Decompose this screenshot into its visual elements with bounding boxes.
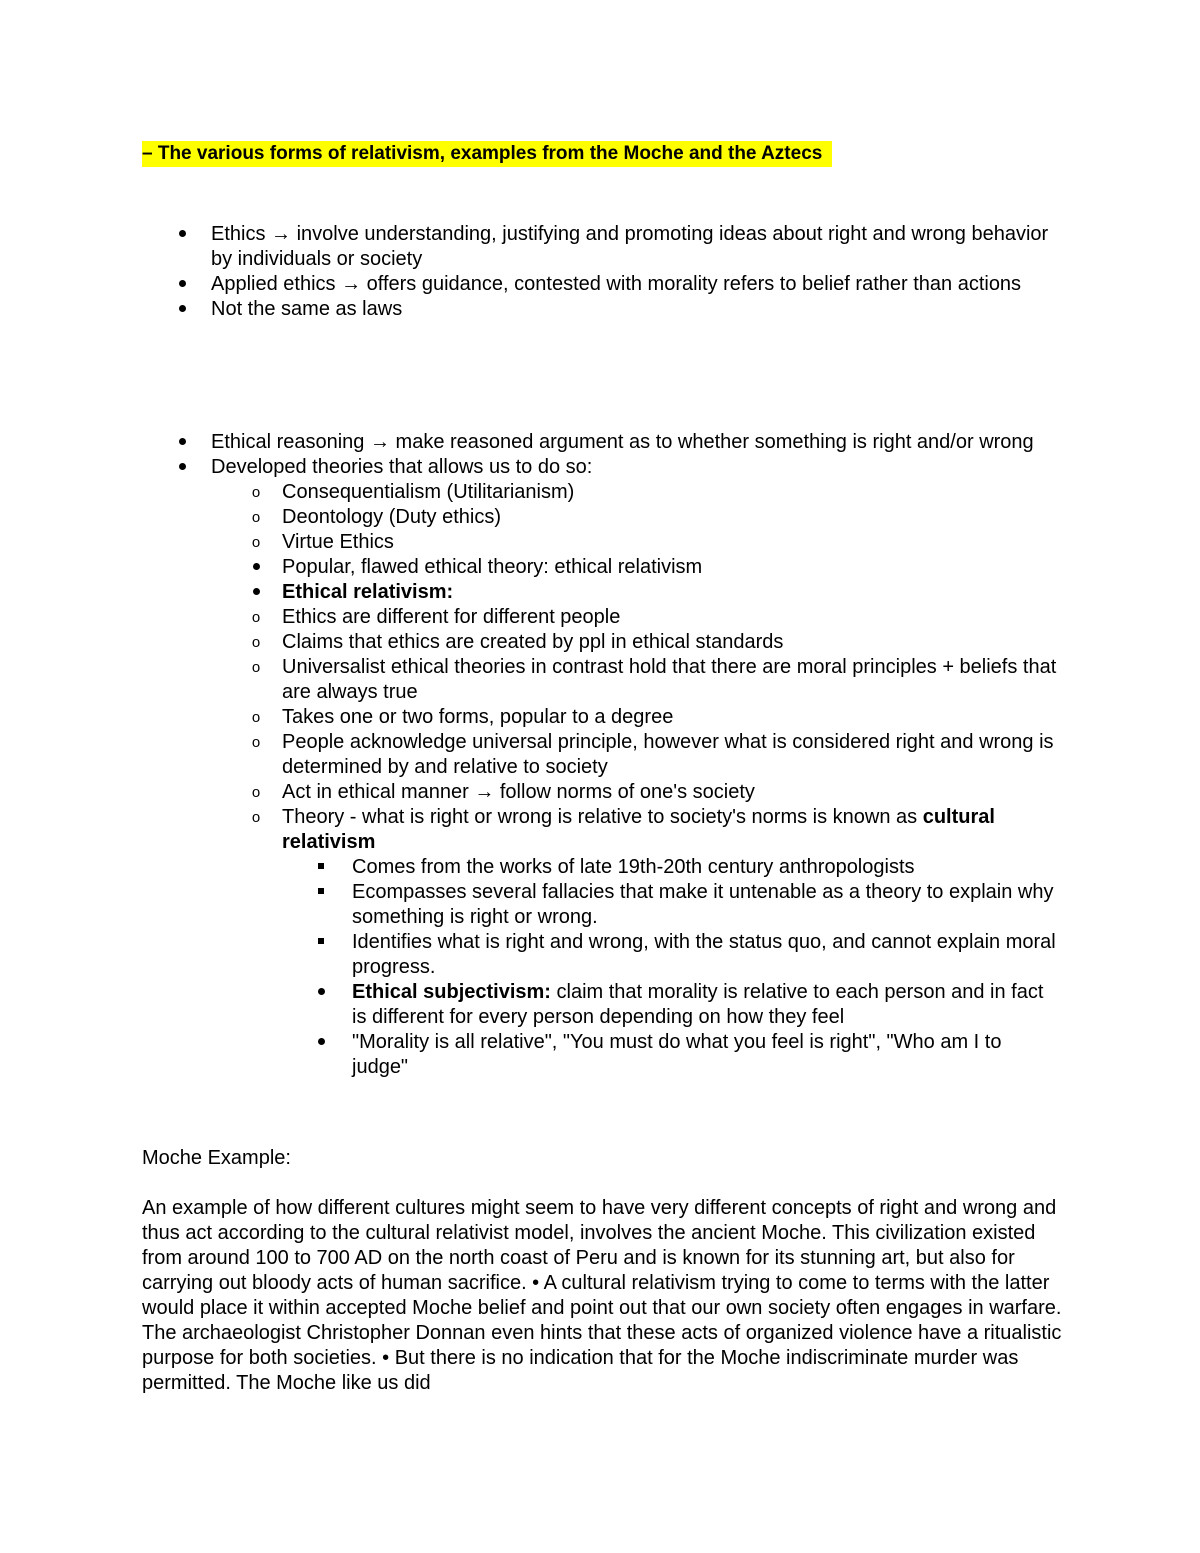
list-item [0, 272, 1200, 297]
list-item [0, 605, 1200, 630]
list-item-text: Ethical reasoning → make reasoned argument as to whether something is right and/or wrong [211, 431, 1034, 453]
circle-bullet-icon: o [251, 734, 261, 751]
list-item [0, 480, 1200, 505]
list-item-text: "Morality is all relative", "You must do what you feel is right", "Who am I to judge" [352, 1031, 1002, 1078]
list-item [0, 505, 1200, 530]
circle-bullet-icon: o [251, 484, 261, 501]
list-item-text: Ethics → involve understanding, justifying and promoting ideas about right and wrong behavior by individuals or society [211, 223, 1049, 270]
bullet-icon [175, 297, 189, 322]
bullet-list-reasoning [0, 430, 1200, 1080]
list-item-text: Deontology (Duty ethics) [282, 506, 501, 528]
moche-paragraph: An example of how different cultures might seem to have very different concepts of right and wrong and thus act according to the cultural relativist model, involves the ancient Moche. This civilization existed from around 100 to 700 AD on the north coast of Peru and is known for its stunning art, but also for carrying out bloody acts of human sacrifice. • A cultural relativism trying to come to terms with the latter would place it within accepted Moche belief and point out that our own society often engages in warfare. The archaeologist Christopher Donnan even hints that these acts of organized violence have a ritualistic purpose for both societies. • But there is no indication that for the Moche indiscriminate murder was permitted. The Moche like us did [142, 1197, 1062, 1394]
circle-bullet-icon: o [251, 784, 261, 801]
list-item-text: Virtue Ethics [282, 531, 394, 553]
list-item [0, 555, 1200, 580]
list-item-text: Applied ethics → offers guidance, contested with morality refers to belief rather than actions [211, 273, 1022, 295]
list-item [0, 430, 1200, 455]
list-item-text: Identifies what is right and wrong, with the status quo, and cannot explain moral progress. [352, 931, 1056, 978]
bullet-list-ethics [0, 222, 1200, 322]
list-item-text [352, 980, 1062, 1030]
list-item-text: Ethical relativism: [282, 581, 454, 603]
circle-bullet-icon: o [251, 509, 261, 526]
list-item [0, 455, 1200, 480]
square-bullet-icon [314, 930, 328, 955]
bullet-icon [175, 222, 189, 247]
list-item-text-regular: claim that morality is relative to each person and in fact is different for every person depending on how they feel [352, 981, 1044, 1028]
list-item-text: Comes from the works of late 19th-20th century anthropologists [352, 856, 915, 878]
list-item-text: Claims that ethics are created by ppl in ethical standards [282, 631, 784, 653]
bullet-icon [249, 580, 263, 605]
list-item [0, 880, 1200, 930]
circle-bullet-icon: o [251, 609, 261, 626]
list-item [0, 297, 1200, 322]
list-item-text-regular: Theory - what is right or wrong is relative to society's norms is known as [282, 806, 923, 828]
list-item [0, 222, 1200, 272]
list-item [0, 655, 1200, 705]
bullet-icon [314, 980, 328, 1005]
list-item [0, 855, 1200, 880]
bullet-icon [175, 455, 189, 480]
list-item-text: Ecompasses several fallacies that make it untenable as a theory to explain why something is right or wrong. [352, 881, 1054, 928]
bullet-icon [175, 272, 189, 297]
circle-bullet-icon: o [251, 809, 261, 826]
list-item-text: Ethics are different for different people [282, 606, 621, 628]
bullet-icon [314, 1030, 328, 1055]
list-item [0, 805, 1200, 855]
bullet-icon [249, 555, 263, 580]
circle-bullet-icon: o [251, 709, 261, 726]
list-item-text: Universalist ethical theories in contrast hold that there are moral principles + beliefs that are always true [282, 656, 1057, 703]
list-item [0, 705, 1200, 730]
list-item [0, 730, 1200, 780]
section-heading: – The various forms of relativism, examples from the Moche and the Aztecs [142, 141, 832, 167]
list-item-text: Not the same as laws [211, 298, 403, 320]
square-bullet-icon [314, 855, 328, 880]
bullet-icon [175, 430, 189, 455]
list-item [0, 580, 1200, 605]
list-item [0, 780, 1200, 805]
circle-bullet-icon: o [251, 534, 261, 551]
list-item-text: Consequentialism (Utilitarianism) [282, 481, 575, 503]
list-item [0, 530, 1200, 555]
ethical-subjectivism-term: Ethical subjectivism: [352, 981, 551, 1003]
circle-bullet-icon: o [251, 634, 261, 651]
moche-example-title: Moche Example: [142, 1147, 291, 1169]
square-bullet-icon [314, 880, 328, 905]
list-item-text [282, 805, 1062, 855]
cultural-relativism-term: cultural relativism [282, 806, 995, 853]
circle-bullet-icon: o [251, 659, 261, 676]
list-item [0, 980, 1200, 1030]
list-item-text: People acknowledge universal principle, however what is considered right and wrong is determined by and relative to society [282, 731, 1054, 778]
list-item-text: Developed theories that allows us to do so: [211, 456, 593, 478]
list-item-text: Act in ethical manner → follow norms of one's society [282, 781, 755, 803]
list-item [0, 1030, 1200, 1080]
list-item-text: Takes one or two forms, popular to a degree [282, 706, 674, 728]
list-item [0, 630, 1200, 655]
list-item [0, 930, 1200, 980]
list-item-text: Popular, flawed ethical theory: ethical relativism [282, 556, 703, 578]
